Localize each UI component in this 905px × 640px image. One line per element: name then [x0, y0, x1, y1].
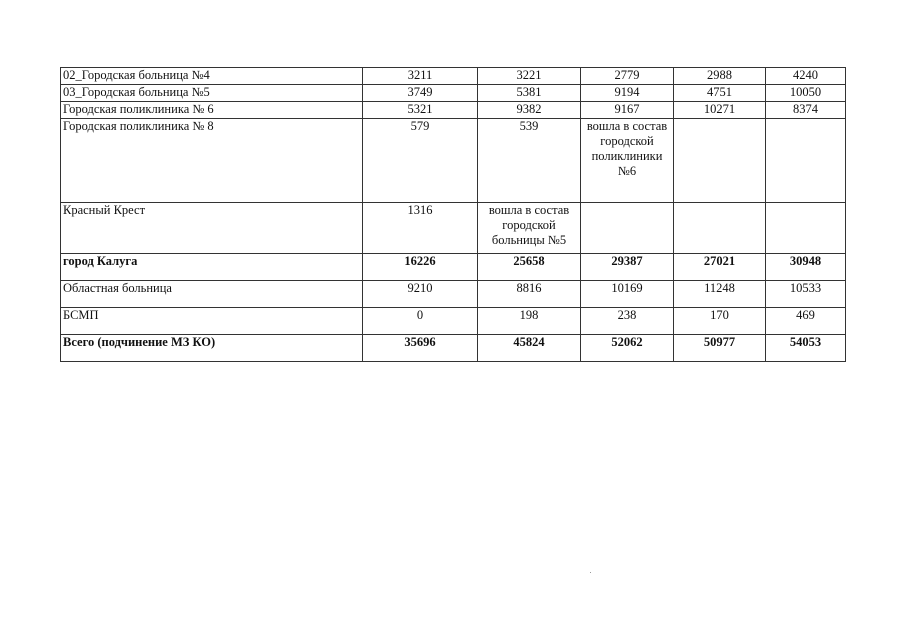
- row-name-cell: Красный Крест: [61, 203, 363, 254]
- value-cell: 1316: [363, 203, 478, 254]
- table-row: [61, 119, 846, 203]
- value-cell: 50977: [674, 335, 766, 362]
- row-name-cell: 02_Городская больница №4: [61, 68, 363, 85]
- statistics-table: [60, 67, 846, 362]
- value-cell: 10271: [674, 102, 766, 119]
- table-row: [61, 281, 846, 308]
- value-cell: 9382: [478, 102, 581, 119]
- value-cell: 8374: [766, 102, 846, 119]
- value-cell: 52062: [581, 335, 674, 362]
- value-cell: 5321: [363, 102, 478, 119]
- table-row: [61, 203, 846, 254]
- row-name-cell: Городская поликлиника № 8: [61, 119, 363, 203]
- scan-speck: [590, 572, 591, 573]
- value-cell: 30948: [766, 254, 846, 281]
- value-cell: 9194: [581, 85, 674, 102]
- row-name-cell: город Калуга: [61, 254, 363, 281]
- value-cell: [766, 203, 846, 254]
- table-row: [61, 85, 846, 102]
- value-cell: 16226: [363, 254, 478, 281]
- value-cell: 4240: [766, 68, 846, 85]
- value-cell: 29387: [581, 254, 674, 281]
- value-cell: 9210: [363, 281, 478, 308]
- value-cell: 10169: [581, 281, 674, 308]
- value-cell: 10533: [766, 281, 846, 308]
- value-cell: [766, 119, 846, 203]
- value-cell: 2988: [674, 68, 766, 85]
- row-name-cell: Областная больница: [61, 281, 363, 308]
- value-cell: вошла в состав городской больницы №5: [478, 203, 581, 254]
- value-cell: вошла в состав городской поликлиники №6: [581, 119, 674, 203]
- value-cell: 9167: [581, 102, 674, 119]
- table-row: [61, 102, 846, 119]
- value-cell: 8816: [478, 281, 581, 308]
- table-row: [61, 308, 846, 335]
- value-cell: 0: [363, 308, 478, 335]
- value-cell: 539: [478, 119, 581, 203]
- value-cell: 5381: [478, 85, 581, 102]
- table-row: [61, 335, 846, 362]
- value-cell: 4751: [674, 85, 766, 102]
- table-body: [61, 68, 846, 362]
- value-cell: 45824: [478, 335, 581, 362]
- value-cell: 27021: [674, 254, 766, 281]
- value-cell: 35696: [363, 335, 478, 362]
- table-row: [61, 254, 846, 281]
- value-cell: 3211: [363, 68, 478, 85]
- value-cell: 469: [766, 308, 846, 335]
- value-cell: [674, 119, 766, 203]
- value-cell: 3749: [363, 85, 478, 102]
- row-name-cell: 03_Городская больница №5: [61, 85, 363, 102]
- value-cell: 198: [478, 308, 581, 335]
- value-cell: [674, 203, 766, 254]
- value-cell: 170: [674, 308, 766, 335]
- table-row: [61, 68, 846, 85]
- value-cell: [581, 203, 674, 254]
- row-name-cell: Всего (подчинение МЗ КО): [61, 335, 363, 362]
- value-cell: 3221: [478, 68, 581, 85]
- value-cell: 238: [581, 308, 674, 335]
- row-name-cell: Городская поликлиника № 6: [61, 102, 363, 119]
- value-cell: 54053: [766, 335, 846, 362]
- value-cell: 25658: [478, 254, 581, 281]
- value-cell: 579: [363, 119, 478, 203]
- value-cell: 11248: [674, 281, 766, 308]
- row-name-cell: БСМП: [61, 308, 363, 335]
- value-cell: 2779: [581, 68, 674, 85]
- value-cell: 10050: [766, 85, 846, 102]
